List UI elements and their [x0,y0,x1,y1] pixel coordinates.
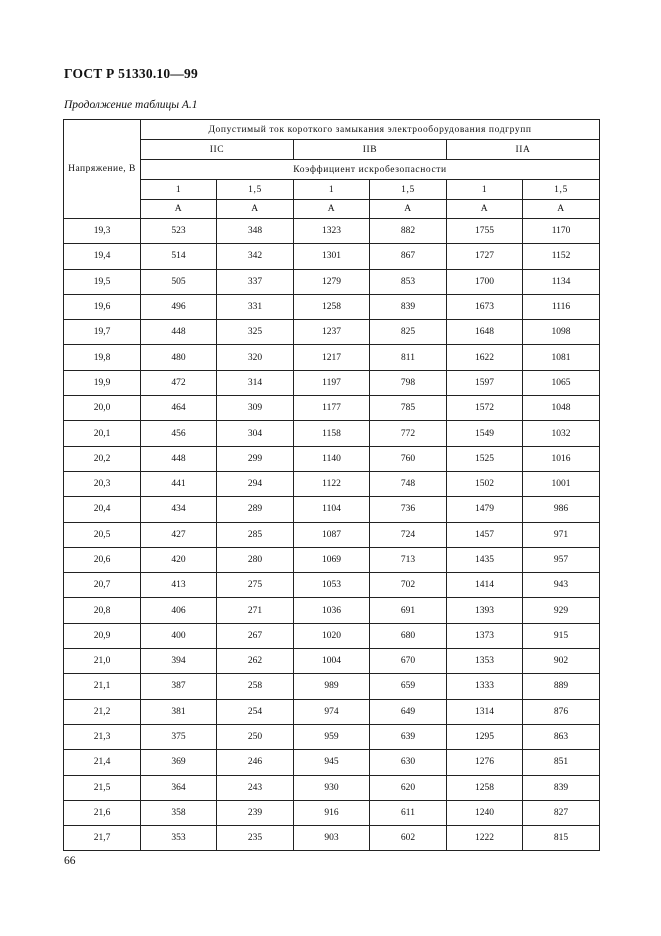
current-value-cell: 1087 [294,522,370,547]
current-value-cell: 496 [141,294,217,319]
current-value-cell: 1727 [447,244,523,269]
table-row [64,826,600,851]
current-value-cell: 420 [141,547,217,572]
table-row [64,674,600,699]
unit-cell: А [523,200,600,219]
current-value-cell: 239 [217,800,294,825]
current-value-cell: 1152 [523,244,600,269]
current-value-cell: 853 [370,269,447,294]
current-value-cell: 434 [141,497,217,522]
group-header-iia: IIA [447,140,600,160]
coefficient-cell: 1,5 [523,180,600,200]
current-value-cell: 1479 [447,497,523,522]
voltage-cell: 20,4 [64,497,141,522]
current-value-cell: 602 [370,826,447,851]
current-value-cell: 702 [370,573,447,598]
current-value-cell: 262 [217,649,294,674]
document-id: ГОСТ Р 51330.10—99 [64,66,198,81]
coefficient-cell: 1 [294,180,370,200]
current-value-cell: 1525 [447,446,523,471]
current-value-cell: 1755 [447,219,523,244]
current-value-cell: 825 [370,320,447,345]
current-value-cell: 611 [370,800,447,825]
current-value-cell: 957 [523,547,600,572]
table-row [64,699,600,724]
current-value-cell: 1140 [294,446,370,471]
current-value-cell: 1222 [447,826,523,851]
current-value-cell: 1648 [447,320,523,345]
current-value-cell: 691 [370,598,447,623]
table-row [64,320,600,345]
current-value-cell: 630 [370,750,447,775]
coefficient-cell: 1 [447,180,523,200]
current-value-cell: 798 [370,370,447,395]
current-value-cell: 1622 [447,345,523,370]
voltage-cell: 21,0 [64,649,141,674]
current-value-cell: 1177 [294,396,370,421]
current-value-cell: 659 [370,674,447,699]
current-value-cell: 1134 [523,269,600,294]
current-value-cell: 959 [294,724,370,749]
current-value-cell: 851 [523,750,600,775]
current-value-cell: 289 [217,497,294,522]
voltage-cell: 21,4 [64,750,141,775]
current-value-cell: 325 [217,320,294,345]
unit-cell: А [141,200,217,219]
current-value-cell: 943 [523,573,600,598]
current-value-cell: 246 [217,750,294,775]
current-value-cell: 1314 [447,699,523,724]
current-value-cell: 748 [370,471,447,496]
current-value-cell: 413 [141,573,217,598]
unit-cell: А [447,200,523,219]
current-value-cell: 1373 [447,623,523,648]
current-value-cell: 971 [523,522,600,547]
table-row [64,522,600,547]
current-value-cell: 839 [370,294,447,319]
voltage-cell: 19,5 [64,269,141,294]
current-value-cell: 1258 [294,294,370,319]
current-value-cell: 523 [141,219,217,244]
current-value-cell: 1032 [523,421,600,446]
voltage-cell: 19,4 [64,244,141,269]
table-row [64,370,600,395]
current-value-cell: 863 [523,724,600,749]
voltage-cell: 21,2 [64,699,141,724]
current-value-cell: 724 [370,522,447,547]
voltage-cell: 20,5 [64,522,141,547]
current-value-cell: 915 [523,623,600,648]
current-value-cell: 1673 [447,294,523,319]
current-value-cell: 267 [217,623,294,648]
current-value-cell: 285 [217,522,294,547]
voltage-cell: 20,2 [64,446,141,471]
current-value-cell: 243 [217,775,294,800]
current-value-cell: 364 [141,775,217,800]
voltage-cell: 21,3 [64,724,141,749]
current-value-cell: 736 [370,497,447,522]
current-value-cell: 271 [217,598,294,623]
group-header-iic: IIC [141,140,294,160]
current-value-cell: 882 [370,219,447,244]
coefficient-cell: 1,5 [217,180,294,200]
voltage-cell: 20,7 [64,573,141,598]
current-value-cell: 1081 [523,345,600,370]
current-value-cell: 1279 [294,269,370,294]
current-value-cell: 254 [217,699,294,724]
current-header: Допустимый ток короткого замыкания электрооборудования подгрупп [141,120,600,140]
table-row [64,446,600,471]
current-value-cell: 448 [141,446,217,471]
current-value-cell: 1549 [447,421,523,446]
current-value-cell: 1098 [523,320,600,345]
current-value-cell: 1295 [447,724,523,749]
table-row [64,800,600,825]
coefficient-cell: 1 [141,180,217,200]
table-header [64,120,600,219]
voltage-cell: 21,7 [64,826,141,851]
coefficient-header: Коэффициент искробезопасности [141,160,600,180]
current-value-cell: 1197 [294,370,370,395]
current-value-cell: 649 [370,699,447,724]
voltage-cell: 19,9 [64,370,141,395]
current-value-cell: 1237 [294,320,370,345]
table-row [64,396,600,421]
current-value-cell: 1004 [294,649,370,674]
current-value-cell: 358 [141,800,217,825]
current-value-cell: 1393 [447,598,523,623]
current-value-cell: 448 [141,320,217,345]
table-caption: Продолжение таблицы А.1 [64,99,198,111]
table-body [64,219,600,851]
current-value-cell: 839 [523,775,600,800]
current-value-cell: 1323 [294,219,370,244]
current-value-cell: 1572 [447,396,523,421]
table-row [64,294,600,319]
current-value-cell: 1036 [294,598,370,623]
current-value-cell: 258 [217,674,294,699]
current-value-cell: 275 [217,573,294,598]
current-value-cell: 929 [523,598,600,623]
current-value-cell: 785 [370,396,447,421]
voltage-cell: 21,5 [64,775,141,800]
current-value-cell: 772 [370,421,447,446]
current-value-cell: 337 [217,269,294,294]
current-value-cell: 1170 [523,219,600,244]
current-value-cell: 867 [370,244,447,269]
table-row [64,775,600,800]
current-value-cell: 472 [141,370,217,395]
current-value-cell: 1414 [447,573,523,598]
voltage-cell: 19,7 [64,320,141,345]
table-row [64,598,600,623]
page-number: 66 [64,855,76,867]
current-value-cell: 381 [141,699,217,724]
table-row [64,244,600,269]
current-table [63,119,600,851]
current-value-cell: 827 [523,800,600,825]
table-row [64,649,600,674]
current-value-cell: 456 [141,421,217,446]
current-value-cell: 1353 [447,649,523,674]
current-value-cell: 974 [294,699,370,724]
table-row [64,547,600,572]
table-row [64,623,600,648]
current-value-cell: 480 [141,345,217,370]
current-value-cell: 670 [370,649,447,674]
current-value-cell: 1597 [447,370,523,395]
current-value-cell: 1020 [294,623,370,648]
voltage-cell: 20,6 [64,547,141,572]
current-value-cell: 1104 [294,497,370,522]
current-value-cell: 464 [141,396,217,421]
voltage-cell: 19,8 [64,345,141,370]
voltage-cell: 20,0 [64,396,141,421]
current-value-cell: 375 [141,724,217,749]
current-value-cell: 1240 [447,800,523,825]
voltage-cell: 21,6 [64,800,141,825]
current-value-cell: 235 [217,826,294,851]
voltage-cell: 20,9 [64,623,141,648]
current-value-cell: 406 [141,598,217,623]
current-value-cell: 1001 [523,471,600,496]
current-value-cell: 342 [217,244,294,269]
current-value-cell: 1065 [523,370,600,395]
voltage-cell: 20,8 [64,598,141,623]
current-value-cell: 989 [294,674,370,699]
current-value-cell: 1502 [447,471,523,496]
current-value-cell: 811 [370,345,447,370]
current-value-cell: 348 [217,219,294,244]
current-value-cell: 250 [217,724,294,749]
unit-cell: А [294,200,370,219]
current-value-cell: 1457 [447,522,523,547]
table-row [64,345,600,370]
current-value-cell: 280 [217,547,294,572]
current-value-cell: 1333 [447,674,523,699]
current-value-cell: 441 [141,471,217,496]
current-value-cell: 815 [523,826,600,851]
current-value-cell: 930 [294,775,370,800]
voltage-header: Напряжение, В [64,120,141,219]
current-value-cell: 299 [217,446,294,471]
table-row [64,573,600,598]
current-value-cell: 1217 [294,345,370,370]
current-value-cell: 427 [141,522,217,547]
coefficient-cell: 1,5 [370,180,447,200]
current-value-cell: 1016 [523,446,600,471]
current-value-cell: 639 [370,724,447,749]
current-value-cell: 1158 [294,421,370,446]
group-header-iib: IIB [294,140,447,160]
table-row [64,421,600,446]
current-value-cell: 1122 [294,471,370,496]
current-value-cell: 713 [370,547,447,572]
current-value-cell: 1301 [294,244,370,269]
unit-cell: А [370,200,447,219]
table-row [64,219,600,244]
unit-cell: А [217,200,294,219]
current-value-cell: 353 [141,826,217,851]
current-value-cell: 309 [217,396,294,421]
current-value-cell: 394 [141,649,217,674]
current-value-cell: 1053 [294,573,370,598]
current-value-cell: 1435 [447,547,523,572]
current-value-cell: 304 [217,421,294,446]
voltage-cell: 19,3 [64,219,141,244]
current-value-cell: 1700 [447,269,523,294]
current-value-cell: 903 [294,826,370,851]
current-value-cell: 314 [217,370,294,395]
current-value-cell: 760 [370,446,447,471]
current-value-cell: 945 [294,750,370,775]
current-value-cell: 387 [141,674,217,699]
current-value-cell: 294 [217,471,294,496]
table-row [64,750,600,775]
current-value-cell: 1048 [523,396,600,421]
current-value-cell: 400 [141,623,217,648]
voltage-cell: 20,1 [64,421,141,446]
current-value-cell: 1116 [523,294,600,319]
voltage-cell: 19,6 [64,294,141,319]
current-value-cell: 889 [523,674,600,699]
current-value-cell: 1069 [294,547,370,572]
current-value-cell: 986 [523,497,600,522]
current-value-cell: 505 [141,269,217,294]
current-value-cell: 331 [217,294,294,319]
current-value-cell: 916 [294,800,370,825]
current-value-cell: 320 [217,345,294,370]
current-value-cell: 620 [370,775,447,800]
voltage-cell: 20,3 [64,471,141,496]
current-value-cell: 514 [141,244,217,269]
current-value-cell: 1276 [447,750,523,775]
current-value-cell: 369 [141,750,217,775]
table-row [64,497,600,522]
current-value-cell: 902 [523,649,600,674]
table-row [64,724,600,749]
current-value-cell: 680 [370,623,447,648]
current-value-cell: 1258 [447,775,523,800]
table-row [64,269,600,294]
voltage-cell: 21,1 [64,674,141,699]
current-value-cell: 876 [523,699,600,724]
table-row [64,471,600,496]
